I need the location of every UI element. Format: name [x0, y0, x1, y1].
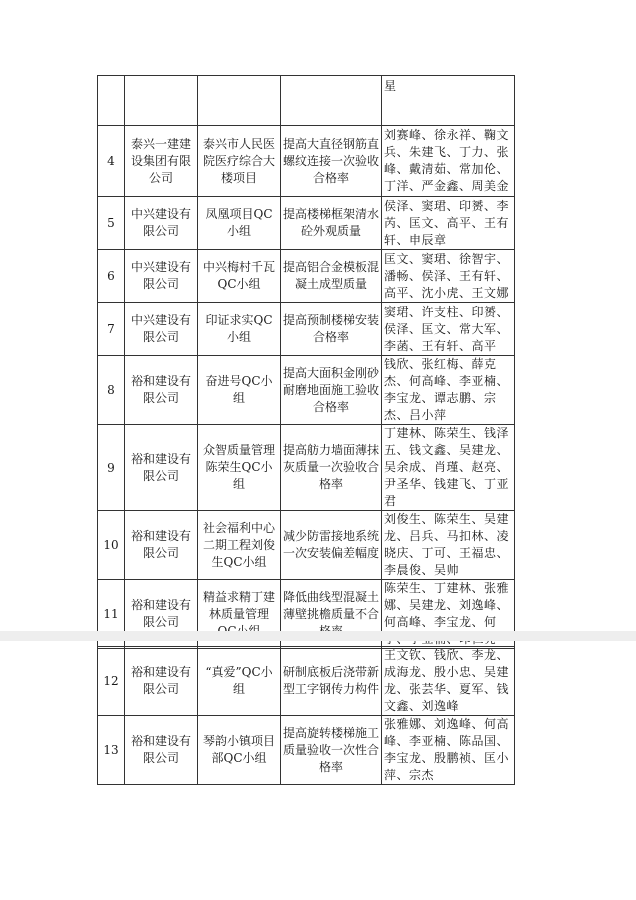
- qc-table-part2: [97, 646, 515, 785]
- table-row: [98, 647, 515, 716]
- cell-topic: 降低曲线型混凝土薄壁挑檐质量不合: [281, 580, 382, 649]
- cell-topic: [281, 76, 382, 126]
- table-row: [98, 356, 515, 425]
- cell-members: 钱欣、张红梅、薛克杰、何高峰、李亚楠、李宝龙、谭志鹏、宗杰、吕小萍: [382, 356, 515, 425]
- cell-members: 王文钦、钱欣、李龙、成海龙、殷小忠、吴建龙、张芸华、夏军、钱文鑫、刘逸峰: [382, 647, 515, 716]
- cell-members: 星: [382, 76, 515, 126]
- cell-members: 匡文、窦珺、徐智宇、潘畅、侯泽、王有轩、高平、沈小虎、王文娜: [382, 250, 515, 303]
- cell-topic: 提高楼梯框架清水砼外观质量: [281, 197, 382, 250]
- table-row: [98, 303, 515, 356]
- cell-group: 泰兴市人民医院医疗综合大楼项目: [198, 126, 281, 197]
- cell-company: 裕和建设有限公司: [125, 647, 198, 716]
- cell-topic: 提高舫力墙面薄抹灰质量一次验收合格率: [281, 425, 382, 511]
- cell-group: 众智质量管理陈荣生QC小组: [198, 425, 281, 511]
- cell-group: 精益求精丁建林质量管理: [198, 580, 281, 649]
- cell-topic: 研制底板后浇带新型工字钢传力构件: [281, 647, 382, 716]
- cell-no: 10: [98, 511, 125, 580]
- cell-no: [98, 76, 125, 126]
- cell-group: 社会福利中心二期工程刘俊生QC小组: [198, 511, 281, 580]
- cell-members: 丁建林、陈荣生、钱泽五、钱文鑫、吴建龙、吴余成、肖瑾、赵亮、尹圣华、钱建飞、丁亚君: [382, 425, 515, 511]
- cell-topic: 提高预制楼梯安装合格率: [281, 303, 382, 356]
- cell-topic: 提高大面积金刚砂耐磨地面施工验收合格率: [281, 356, 382, 425]
- cell-group: 奋进号QC小组: [198, 356, 281, 425]
- cell-no: 5: [98, 197, 125, 250]
- cell-members: 刘赛峰、徐永祥、鞠文兵、朱建飞、丁力、张峰、戴清茹、常加伦、丁洋、严金鑫、周美金: [382, 126, 515, 197]
- page-break: [0, 631, 636, 641]
- qc-table-part1: [97, 75, 515, 649]
- cell-group: [198, 76, 281, 126]
- cell-company: 裕和建设有限公司: [125, 580, 198, 649]
- cell-group: 琴韵小镇项目部QC小组: [198, 716, 281, 785]
- table-row: [98, 126, 515, 197]
- cell-no: 7: [98, 303, 125, 356]
- cell-topic: 提高铝合金模板混凝土成型质量: [281, 250, 382, 303]
- table-row: [98, 250, 515, 303]
- cell-members: 陈荣生、丁建林、张雅娜、吴建龙、刘逸峰、何高峰、李宝龙、何: [382, 580, 515, 649]
- cell-group: “真爱”QC小组: [198, 647, 281, 716]
- cell-group: 凤凰项目QC小组: [198, 197, 281, 250]
- cell-company: 裕和建设有限公司: [125, 356, 198, 425]
- cell-company: 中兴建设有限公司: [125, 250, 198, 303]
- cell-company: [125, 76, 198, 126]
- cell-no: 13: [98, 716, 125, 785]
- table-row: [98, 197, 515, 250]
- table-row: [98, 425, 515, 511]
- table-row: [98, 511, 515, 580]
- cell-members: 侯泽、窦珺、印赟、李芮、匡文、高平、王有轩、申辰章: [382, 197, 515, 250]
- cell-group: 中兴梅村千瓦QC小组: [198, 250, 281, 303]
- cell-company: 裕和建设有限公司: [125, 716, 198, 785]
- cell-company: 泰兴一建建设集团有限公司: [125, 126, 198, 197]
- table-row: [98, 716, 515, 785]
- cell-group: 印证求实QC小组: [198, 303, 281, 356]
- table-row: [98, 76, 515, 126]
- cell-topic: 提高旋转楼梯施工质量验收一次性合格率: [281, 716, 382, 785]
- cell-no: 4: [98, 126, 125, 197]
- cell-company: 中兴建设有限公司: [125, 303, 198, 356]
- cell-no: 12: [98, 647, 125, 716]
- cell-members: 窦珺、许支柱、印赟、侯泽、匡文、常大军、李菡、王有轩、高平: [382, 303, 515, 356]
- cell-company: 裕和建设有限公司: [125, 511, 198, 580]
- cell-topic: 提高大直径钢筋直螺纹连接一次验收合格率: [281, 126, 382, 197]
- cell-no: 11: [98, 580, 125, 649]
- cell-members: 张雅娜、刘逸峰、何高峰、李亚楠、陈品国、李宝龙、殷鹏祯、匡小萍、宗杰: [382, 716, 515, 785]
- cell-no: 9: [98, 425, 125, 511]
- cell-no: 8: [98, 356, 125, 425]
- cell-no: 6: [98, 250, 125, 303]
- cell-company: 裕和建设有限公司: [125, 425, 198, 511]
- cell-members: 刘俊生、陈荣生、吴建龙、吕兵、马扣林、凌晓庆、丁可、王福忠、李晨俊、吴帅: [382, 511, 515, 580]
- cell-topic: 减少防雷接地系统一次安装偏差幅度: [281, 511, 382, 580]
- cell-company: 中兴建设有限公司: [125, 197, 198, 250]
